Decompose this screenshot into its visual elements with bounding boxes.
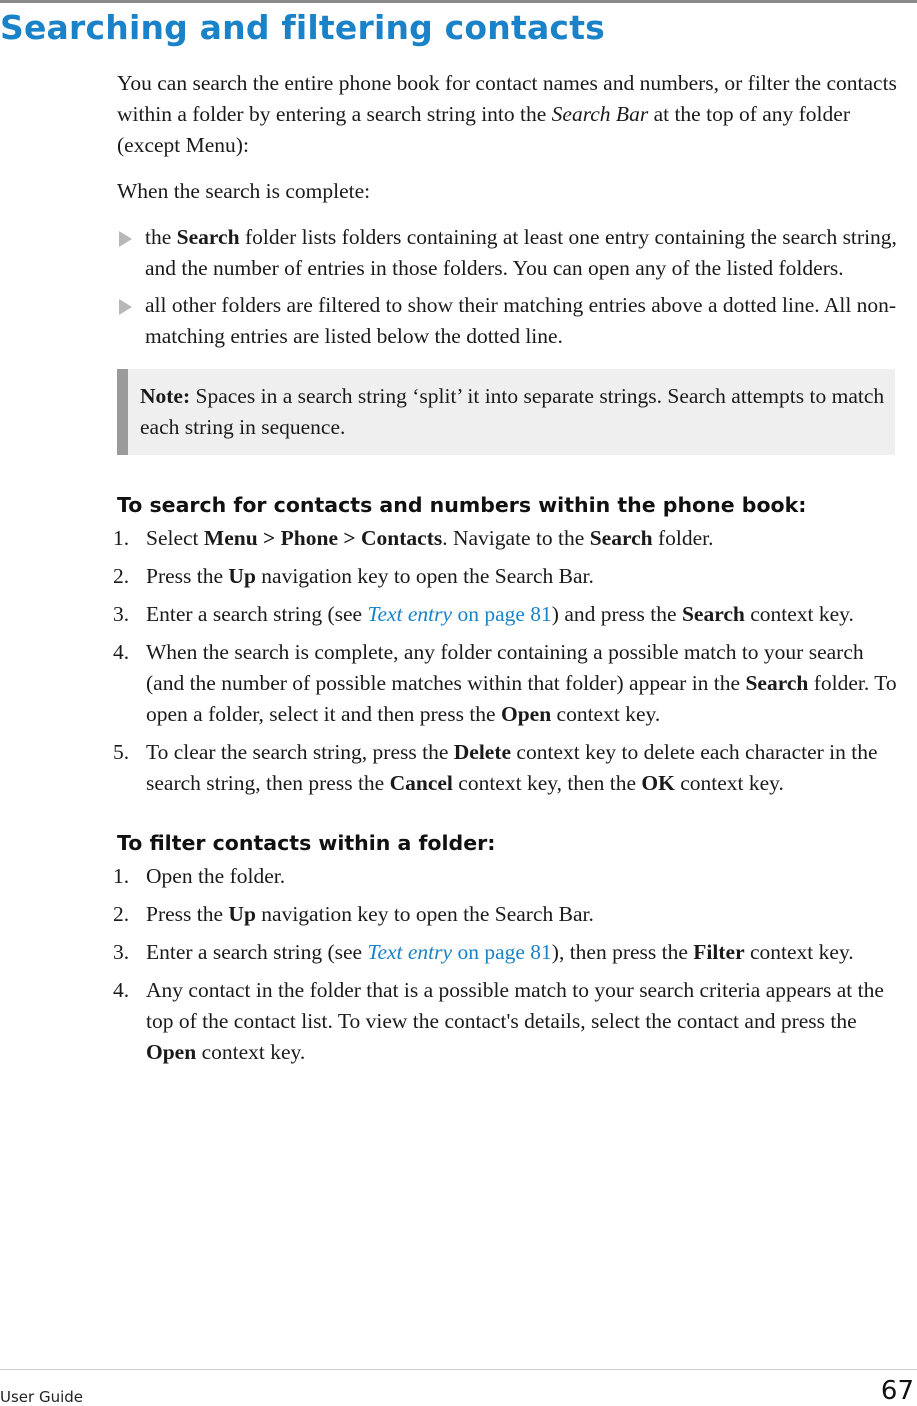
note-label: Note: <box>140 384 191 408</box>
search-procedure-heading: To search for contacts and numbers within the phone book: <box>117 493 807 517</box>
search-steps-list <box>113 523 907 799</box>
text-entry-link[interactable]: Text entry on page 81 <box>367 602 552 626</box>
result-bullet-list <box>117 222 907 352</box>
note-box <box>117 369 895 455</box>
bullet-triangle-icon <box>119 299 132 315</box>
intro-text-end: at the top of any folder (except Menu): <box>117 102 850 157</box>
footer-label: User Guide <box>0 1388 84 1406</box>
list-item: 3. Enter a search string (see Text entry on page 81) and press the Search context key. <box>113 602 854 626</box>
list-item: all other folders are filtered to show their matching entries above a dotted line. All non-matching entries are listed below the dotted line. <box>117 290 907 352</box>
filter-steps-list <box>113 861 907 1068</box>
list-item: 1. Open the folder. <box>113 864 286 888</box>
list-item: 1. Select Menu > Phone > Contacts. Navigate to the Search folder. <box>113 526 714 550</box>
top-rule <box>0 0 917 3</box>
list-item: 3. Enter a search string (see Text entry on page 81), then press the Filter context key. <box>113 940 854 964</box>
list-item: 5. To clear the search string, press the Delete context key to delete each character in the search string, then press the Cancel context key, then the OK context key. <box>113 740 878 795</box>
list-item: 2. Press the Up navigation key to open the Search Bar. <box>113 564 594 588</box>
list-item: 4. Any contact in the folder that is a possible match to your search criteria appears at the top of the contact list. To view the contact's details, select the contact and press the Open context key. <box>113 978 884 1064</box>
page-number: 67 <box>880 1376 914 1406</box>
intro-paragraph-2: When the search is complete: <box>117 179 371 203</box>
page-title: Searching and filtering contacts <box>0 8 606 47</box>
intro-paragraph <box>117 68 907 161</box>
filter-procedure-heading: To filter contacts within a folder: <box>117 831 496 855</box>
intro-text: You can search the entire phone book for contact names and numbers, or filter the contacts within a folder by entering a search string into the <box>117 71 897 126</box>
bullet-triangle-icon <box>119 231 132 247</box>
footer-rule <box>0 1369 917 1370</box>
list-item: 2. Press the Up navigation key to open the Search Bar. <box>113 902 594 926</box>
search-bar-term: Search Bar <box>551 102 649 126</box>
list-item: 4. When the search is complete, any folder containing a possible match to your search (and the number of possible matches within that folder) appear in the Search folder. To open a folder, select it and then press the Open context key. <box>113 640 897 726</box>
text-entry-link[interactable]: Text entry on page 81 <box>367 940 552 964</box>
page-content <box>113 68 907 1075</box>
note-text: Spaces in a search string ‘split’ it into separate strings. Search attempts to match each string in sequence. <box>140 384 885 439</box>
list-item: the Search folder lists folders containing at least one entry containing the search string, and the number of entries in those folders. You can open any of the listed folders. <box>117 222 907 284</box>
